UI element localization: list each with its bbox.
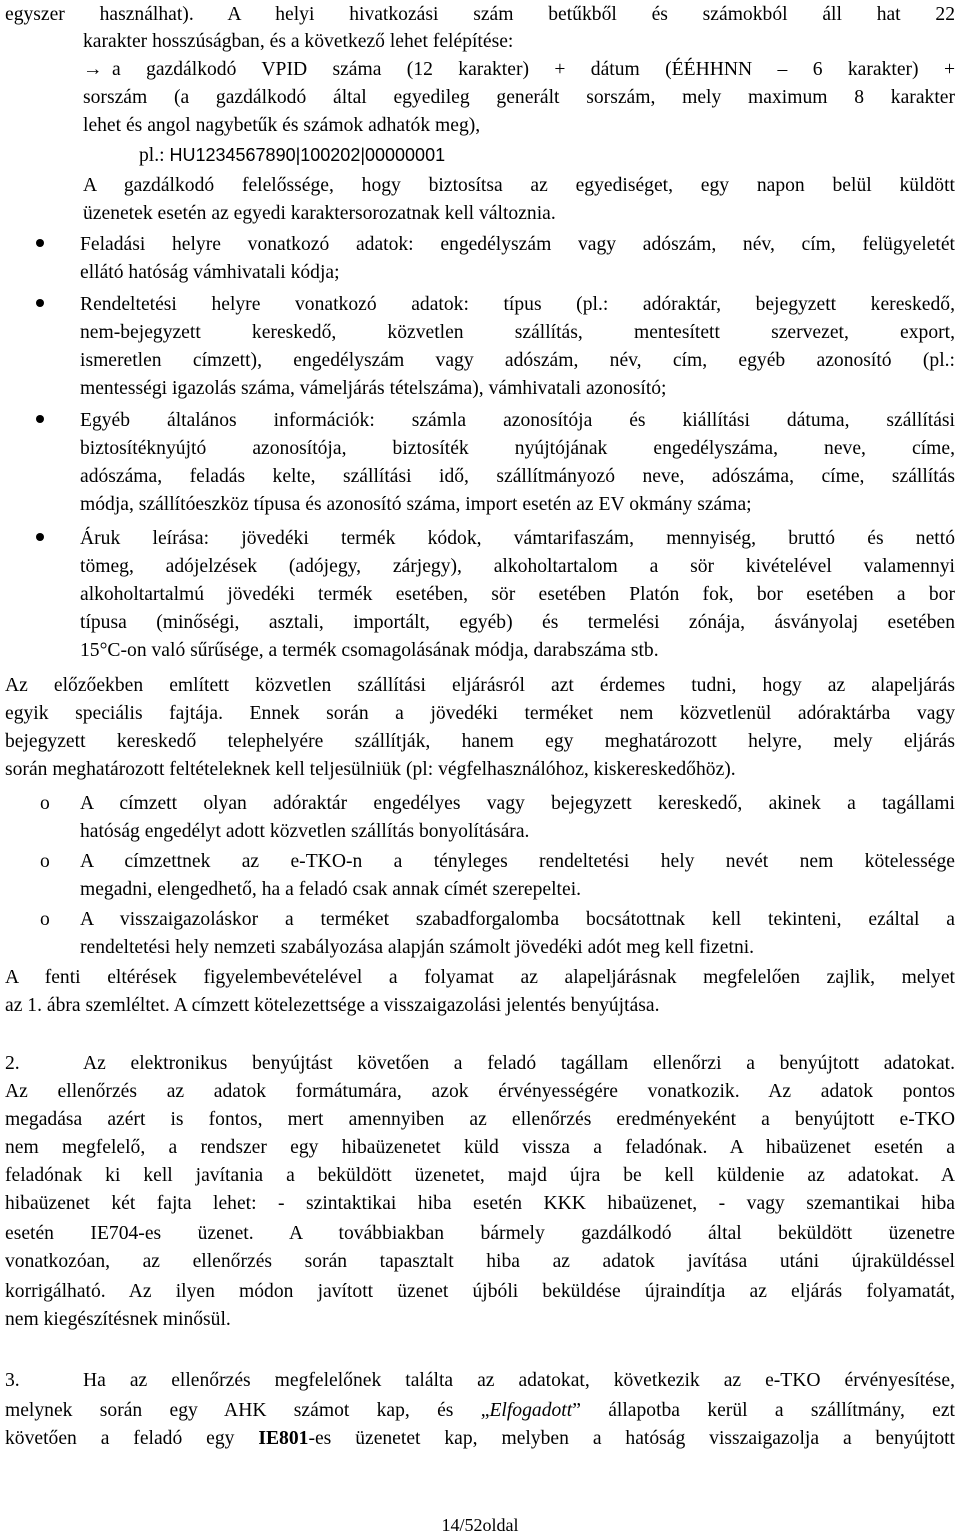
bullet-line: típusa (minőségi, asztali, importált, egyéb) és termelési zónája, ásványolaj esetében	[80, 612, 955, 633]
arrow-icon: →	[83, 59, 103, 80]
section-line: Az ellenőrzés az adatok formátumára, azok érvényességére vonatkozik. Az adatok pontos	[5, 1081, 955, 1102]
section-number: 3.	[5, 1370, 20, 1391]
bullet-line: adószáma, feladás kelte, szállítási idő, szállítmányozó neve, adószáma, címe, szállítás	[80, 466, 955, 487]
section-line: nem kiegészítésnek minősül.	[5, 1309, 231, 1330]
section-line: hibaüzenet két fajta lehet: - szintaktikai hiba esetén KKK hibaüzenet, - vagy szemantikai hiba	[5, 1193, 955, 1214]
bullet-line: Áruk leírása: jövedéki termék kódok, vámtarifaszám, mennyiség, bruttó és nettó	[80, 528, 955, 549]
paragraph-line: során meghatározott feltételeknek kell teljesülniük (pl: végfelhasználóhoz, kiskereskedőhöz).	[5, 759, 736, 780]
bullet-line: ismeretlen címzett), engedélyszám vagy adószám, név, cím, egyéb azonosító (pl.:	[80, 350, 955, 371]
section-line: megadása azért is fontos, mert amennyiben az ellenőrzés eredményeként a benyújtott e-TKO	[5, 1109, 955, 1130]
sub-item-line: A címzettnek az e-TKO-n a tényleges rendeltetési hely nevét nem kötelessége	[80, 851, 955, 872]
sub-item-line: rendeltetési hely nemzeti szabályozása alapján számolt jövedéki adót meg kell fizetni.	[80, 937, 755, 958]
intro-line: A gazdálkodó felelőssége, hogy biztosítsa az egyediséget, egy napon belül küldött	[83, 175, 955, 196]
paragraph-line: A fenti eltérések figyelembevételével a folyamat az alapeljárásnak megfelelően zajlik, melyet	[5, 967, 955, 988]
text-run: melynek során egy AHK számot kap, és „	[5, 1400, 490, 1421]
paragraph-line: bejegyzett kereskedő telephelyére szállítják, hanem egy meghatározott helyre, mely eljárás	[5, 731, 955, 752]
intro-line: egyszer használhat). A helyi hivatkozási szám betűkből és számokból áll hat 22	[5, 4, 955, 25]
message-code-bold: IE801	[258, 1428, 309, 1449]
section-line: korrigálható. Az ilyen módon javított üzenet újbóli beküldése újraindítja az eljárás folyamatát,	[5, 1281, 955, 1302]
sub-item-line: A visszaigazoláskor a terméket szabadforgalomba bocsátottnak kell tekinteni, ezáltal a	[80, 909, 955, 930]
circle-bullet-icon: o	[40, 851, 50, 872]
bullet-line: mentességi igazolás száma, vámeljárás tételszáma), vámhivatali azonosító;	[80, 378, 667, 399]
bullet-line: 15°C-on való sűrűsége, a termék csomagolásának módja, darabszáma stb.	[80, 640, 659, 661]
bullet-line: Feladási helyre vonatkozó adatok: engedélyszám vagy adószám, név, cím, felügyeletét	[80, 234, 955, 255]
bullet-line: Egyéb általános információk: számla azonosítója és kiállítási dátuma, szállítási	[80, 410, 955, 431]
section-line: Ha az ellenőrzés megfelelőnek találta az adatokat, következik az e-TKO érvényesítése,	[83, 1370, 955, 1391]
bullet-line: Rendeltetési helyre vonatkozó adatok: típus (pl.: adóraktár, bejegyzett kereskedő,	[80, 294, 955, 315]
circle-bullet-icon: o	[40, 793, 50, 814]
bullet-icon	[36, 299, 44, 307]
section-line: esetén IE704-es üzenet. A továbbiakban bármely gazdálkodó által beküldött üzenetre	[5, 1223, 955, 1244]
intro-line: lehet és angol nagybetűk és számok adhatók meg),	[83, 115, 481, 136]
status-italic: Elfogadott	[489, 1400, 573, 1421]
paragraph-line: az 1. ábra szemléltet. A címzett kötelezettsége a visszaigazolási jelentés benyújtása.	[5, 995, 660, 1016]
text-run: ” állapotba kerül a szállítmány, ezt	[572, 1400, 955, 1421]
bullet-line: tömeg, adójelzések (adójegy, zárjegy), alkoholtartalom a sör kivételével valamennyi	[80, 556, 955, 577]
example-code: HU1234567890|100202|00000001	[169, 145, 446, 165]
sub-item-line: hatóság engedélyt adott közvetlen szállítás bonyolítására.	[80, 821, 530, 842]
section-line	[5, 1424, 955, 1453]
paragraph-line: egyik speciális fajtája. Ennek során a jövedéki terméket nem közvetlenül adóraktárba vagy	[5, 703, 955, 724]
example-prefix: pl.:	[139, 145, 170, 166]
paragraph-line: Az előzőekben említett közvetlen szállítási eljárásról azt érdemes tudni, hogy az alapeljárás	[5, 675, 955, 696]
bullet-line: biztosítéknyújtó azonosítója, biztosíték nyújtójának engedélyszáma, neve, címe,	[80, 438, 955, 459]
bullet-icon	[36, 239, 44, 247]
bullet-line: módja, szállítóeszköz típusa és azonosító száma, import esetén az EV okmány száma;	[80, 494, 752, 515]
section-line: vonatkozóan, az ellenőrzés során tapasztalt hiba az adatok javítása utáni újraküldéssel	[5, 1251, 955, 1272]
intro-line: karakter hosszúságban, és a következő lehet felépítése:	[83, 31, 514, 52]
section-number: 2.	[5, 1053, 20, 1074]
bullet-line: alkoholtartalmú jövedéki termék esetében, sör esetében Platón fok, bor esetében a bor	[80, 584, 955, 605]
text-run: -es üzenetet kap, melyben a hatóság visszaigazolja a benyújtott	[308, 1428, 956, 1449]
circle-bullet-icon: o	[40, 909, 50, 930]
bullet-icon	[36, 533, 44, 541]
sub-item-line: A címzett olyan adóraktár engedélyes vagy bejegyzett kereskedő, akinek a tagállami	[80, 793, 955, 814]
bullet-line: nem-bejegyzett kereskedő, közvetlen szállítás, mentesített szervezet, export,	[80, 322, 955, 343]
bullet-icon	[36, 415, 44, 423]
bullet-line: ellátó hatóság vámhivatali kódja;	[80, 262, 340, 283]
section-line: feladónak ki kell javítania a beküldött üzenetet, majd újra be kell küldenie az adatokat. A	[5, 1165, 955, 1186]
example-line	[139, 141, 955, 170]
section-line	[5, 1396, 955, 1425]
page-number: 14/52oldal	[441, 1515, 519, 1535]
sub-item-line: megadni, elengedhető, ha a feladó csak annak címét szerepeltei.	[80, 879, 582, 900]
text-run: követően a feladó egy	[5, 1428, 259, 1449]
section-line: Az elektronikus benyújtást követően a feladó tagállam ellenőrzi a benyújtott adatokat.	[83, 1053, 955, 1074]
intro-line: üzenetek esetén az egyedi karaktersorozatnak kell változnia.	[83, 203, 556, 224]
section-line: nem megfelelő, a rendszer egy hibaüzenetet küld vissza a feladónak. A hibaüzenet esetén a	[5, 1137, 955, 1158]
intro-line: sorszám (a gazdálkodó által egyedileg generált sorszám, mely maximum 8 karakter	[83, 87, 955, 108]
intro-line: a gazdálkodó VPID száma (12 karakter) + dátum (ÉÉHHNN – 6 karakter) +	[112, 59, 955, 80]
